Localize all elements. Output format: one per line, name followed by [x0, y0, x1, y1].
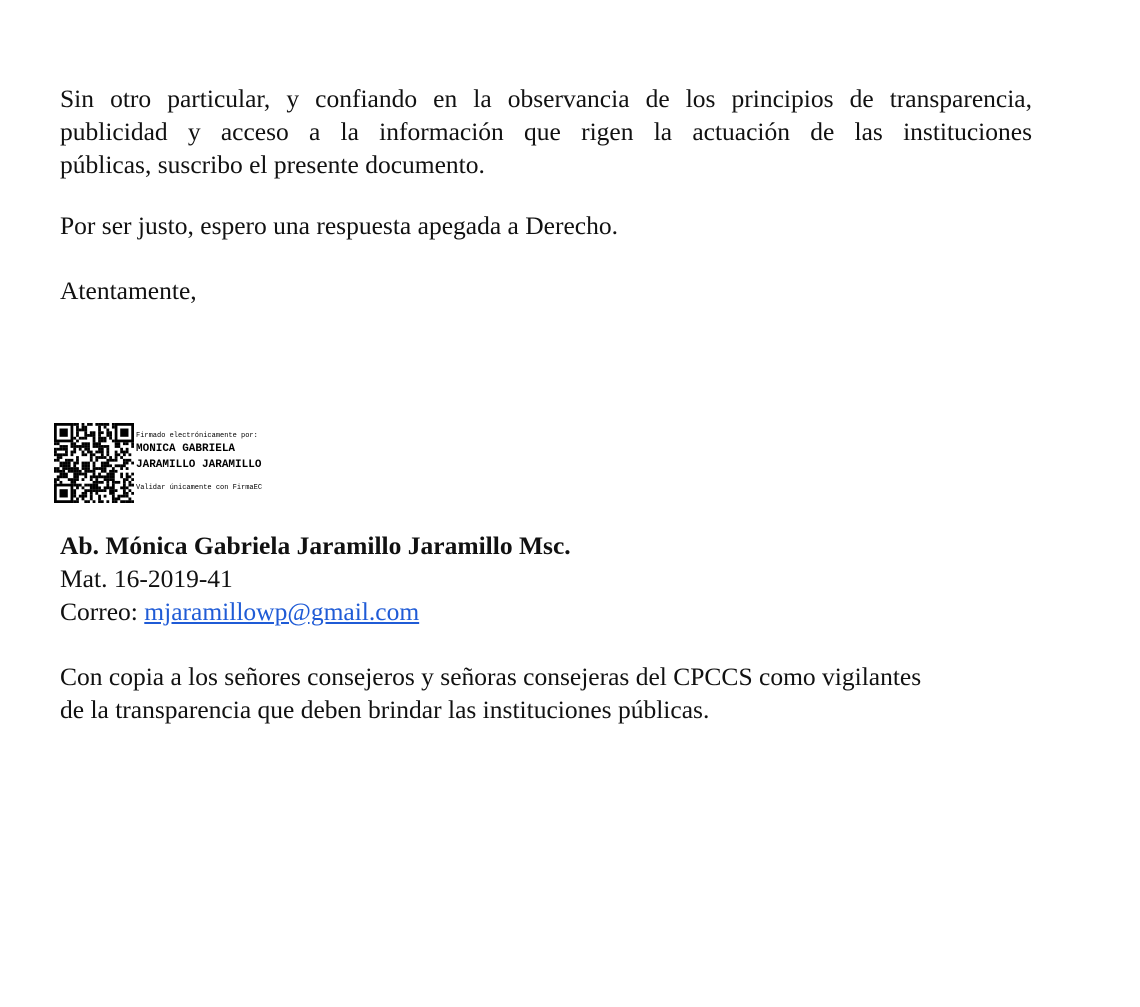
request-line: Por ser justo, espero una respuesta apegada a Derecho. — [60, 211, 618, 240]
copy-note-line: de la transparencia que deben brindar las instituciones públicas. — [60, 695, 710, 724]
signatory-registration: Mat. 16-2019-41 — [60, 564, 233, 593]
email-label: Correo: — [60, 597, 145, 626]
valediction: Atentamente, — [60, 276, 197, 305]
signer-name-line1: MONICA GABRIELA — [136, 443, 236, 455]
validation-note: Validar únicamente con FirmaEC — [136, 484, 263, 492]
copy-note — [60, 660, 1032, 726]
copy-note-line: Con copia a los señores consejeros y señoras consejeras del CPCCS como vigilantes — [60, 662, 922, 691]
closing-paragraph-line: públicas, suscribo el presente documento. — [60, 150, 485, 179]
qr-code-icon — [54, 423, 134, 503]
email-link[interactable]: mjaramillowp@gmail.com — [144, 597, 420, 626]
signatory-name: Ab. Mónica Gabriela Jaramillo Jaramillo Msc. — [60, 531, 571, 560]
electronic-signature-stamp — [54, 423, 354, 503]
signed-by-label: Firmado electrónicamente por: — [136, 432, 258, 440]
closing-paragraph-line: Sin otro particular, y confiando en la observancia de los principios de transparencia, — [60, 84, 1032, 113]
closing-paragraph — [60, 82, 1032, 181]
closing-paragraph-line: publicidad y acceso a la información que rigen la actuación de las instituciones — [60, 117, 1032, 146]
signatory-email-line — [60, 595, 1032, 628]
signer-name-line2: JARAMILLO JARAMILLO — [136, 459, 262, 471]
